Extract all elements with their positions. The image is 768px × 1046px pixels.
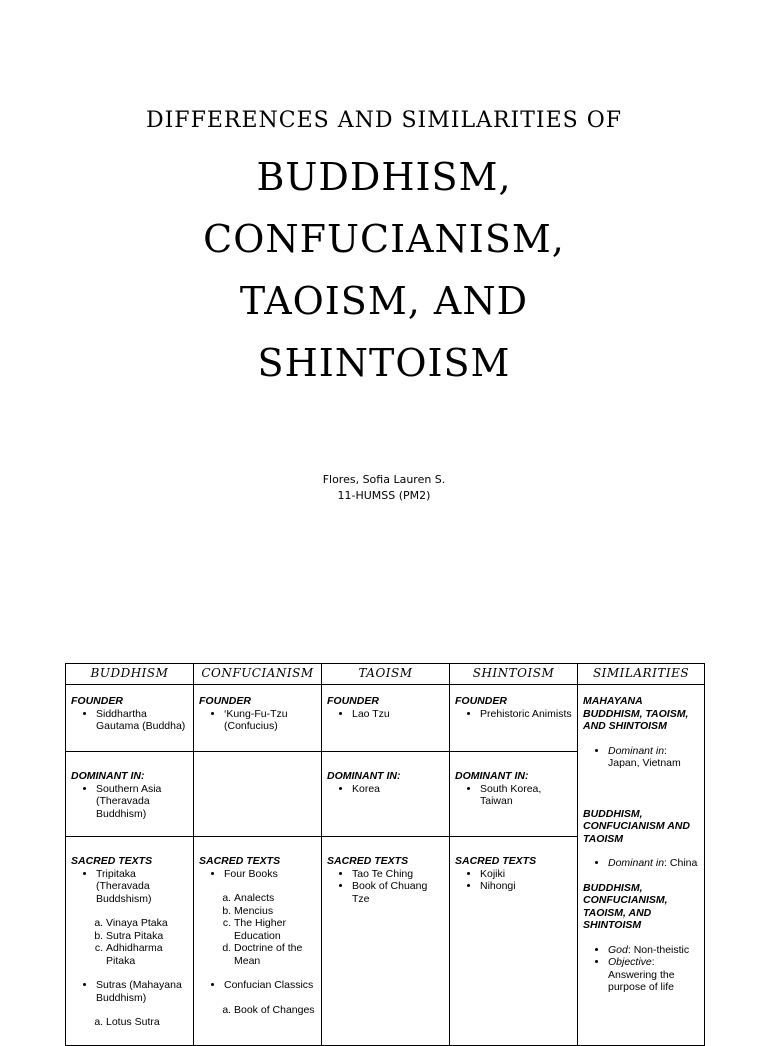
list-item: • Sutras (Mahayana Buddhism) xyxy=(96,979,188,1004)
list-item: • Book of Chuang Tze xyxy=(352,880,444,905)
cell-taoism-dominant xyxy=(322,752,450,837)
list-item: b. Mencius xyxy=(234,905,316,918)
title-line: BUDDHISM, xyxy=(256,155,512,199)
sacred-label: SACRED TEXTS xyxy=(455,855,537,867)
list-item: • ‘Kung-Fu-Tzu (Confucius) xyxy=(224,708,316,733)
list-item: • Prehistoric Animists xyxy=(480,708,572,721)
list-item: • Dominant in: China xyxy=(608,857,699,870)
list-item: • Dominant in: Japan, Vietnam xyxy=(608,745,699,770)
list-item: • Four Books xyxy=(224,868,316,881)
founder-label: FOUNDER xyxy=(71,695,123,707)
table-row-founder xyxy=(66,685,705,752)
cell-confucianism-dominant xyxy=(194,752,322,837)
cell-shintoism-sacred xyxy=(450,837,578,1046)
list-item: a. Vinaya Ptaka xyxy=(106,917,188,930)
title-line: TAOISM, AND xyxy=(239,279,529,323)
list-item: • Objective: Answering the purpose of life xyxy=(608,956,699,994)
list-item: a. Book of Changes xyxy=(234,1004,316,1017)
list-item: • Nihongi xyxy=(480,880,572,893)
title-line: CONFUCIANISM, xyxy=(203,217,565,261)
similarity-group-title: MAHAYANA BUDDHISM, TAOISM, AND SHINTOISM xyxy=(583,695,689,732)
list-item: a. Analects xyxy=(234,892,316,905)
comparison-table xyxy=(65,663,705,1046)
list-item: • Siddhartha Gautama (Buddha) xyxy=(96,708,188,733)
list-item: • Lao Tzu xyxy=(352,708,444,721)
list-item: c. Adhidharma Pitaka xyxy=(106,942,188,967)
list-item: • Southern Asia (Theravada Buddhism) xyxy=(96,783,188,821)
list-item: b. Sutra Pitaka xyxy=(106,930,188,943)
similarity-group-title: BUDDHISM, CONFUCIANISM AND TAOISM xyxy=(583,807,690,845)
cell-buddhism-founder xyxy=(66,685,194,752)
header-confucianism: CONFUCIANISM xyxy=(194,664,322,685)
author-block xyxy=(0,472,768,504)
cell-shintoism-dominant xyxy=(450,752,578,837)
list-item: • Kojiki xyxy=(480,868,572,881)
dominant-label: DOMINANT IN: xyxy=(71,770,145,782)
cell-buddhism-dominant xyxy=(66,752,194,837)
cell-confucianism-sacred xyxy=(194,837,322,1046)
list-item: • Tao Te Ching xyxy=(352,868,444,881)
cell-taoism-sacred xyxy=(322,837,450,1046)
cell-confucianism-founder xyxy=(194,685,322,752)
list-item: d. Doctrine of the Mean xyxy=(234,942,316,967)
sacred-label: SACRED TEXTS xyxy=(71,855,153,867)
sacred-label: SACRED TEXTS xyxy=(327,855,409,867)
header-shintoism: SHINTOISM xyxy=(450,664,578,685)
list-item: • Confucian Classics xyxy=(224,979,316,992)
author-section: 11-HUMSS (PM2) xyxy=(337,489,431,502)
document-title xyxy=(0,146,768,394)
founder-label: FOUNDER xyxy=(455,695,507,707)
list-item: • God: Non-theistic xyxy=(608,944,699,957)
similarity-group-title: BUDDHISM, CONFUCIANISM, TAOISM, AND SHINTOISM xyxy=(583,881,668,931)
table-header-row xyxy=(66,664,705,685)
cell-similarities xyxy=(578,685,705,1046)
list-item: • Tripitaka (Theravada Buddshism) xyxy=(96,868,188,906)
founder-label: FOUNDER xyxy=(199,695,251,707)
author-name: Flores, Sofia Lauren S. xyxy=(322,473,446,486)
sacred-label: SACRED TEXTS xyxy=(199,855,281,867)
cell-buddhism-sacred xyxy=(66,837,194,1046)
list-item: • Korea xyxy=(352,783,444,796)
header-similarities: SIMILARITIES xyxy=(578,664,705,685)
list-item: c. The Higher Education xyxy=(234,917,316,942)
title-line: SHINTOISM xyxy=(257,341,511,385)
list-item: • South Korea, Taiwan xyxy=(480,783,572,808)
document-subtitle: DIFFERENCES AND SIMILARITIES OF xyxy=(145,108,623,133)
header-taoism: TAOISM xyxy=(322,664,450,685)
cell-taoism-founder xyxy=(322,685,450,752)
header-buddhism: BUDDHISM xyxy=(66,664,194,685)
dominant-label: DOMINANT IN: xyxy=(455,770,529,782)
founder-label: FOUNDER xyxy=(327,695,379,707)
cell-shintoism-founder xyxy=(450,685,578,752)
list-item: a. Lotus Sutra xyxy=(106,1016,188,1029)
dominant-label: DOMINANT IN: xyxy=(327,770,401,782)
